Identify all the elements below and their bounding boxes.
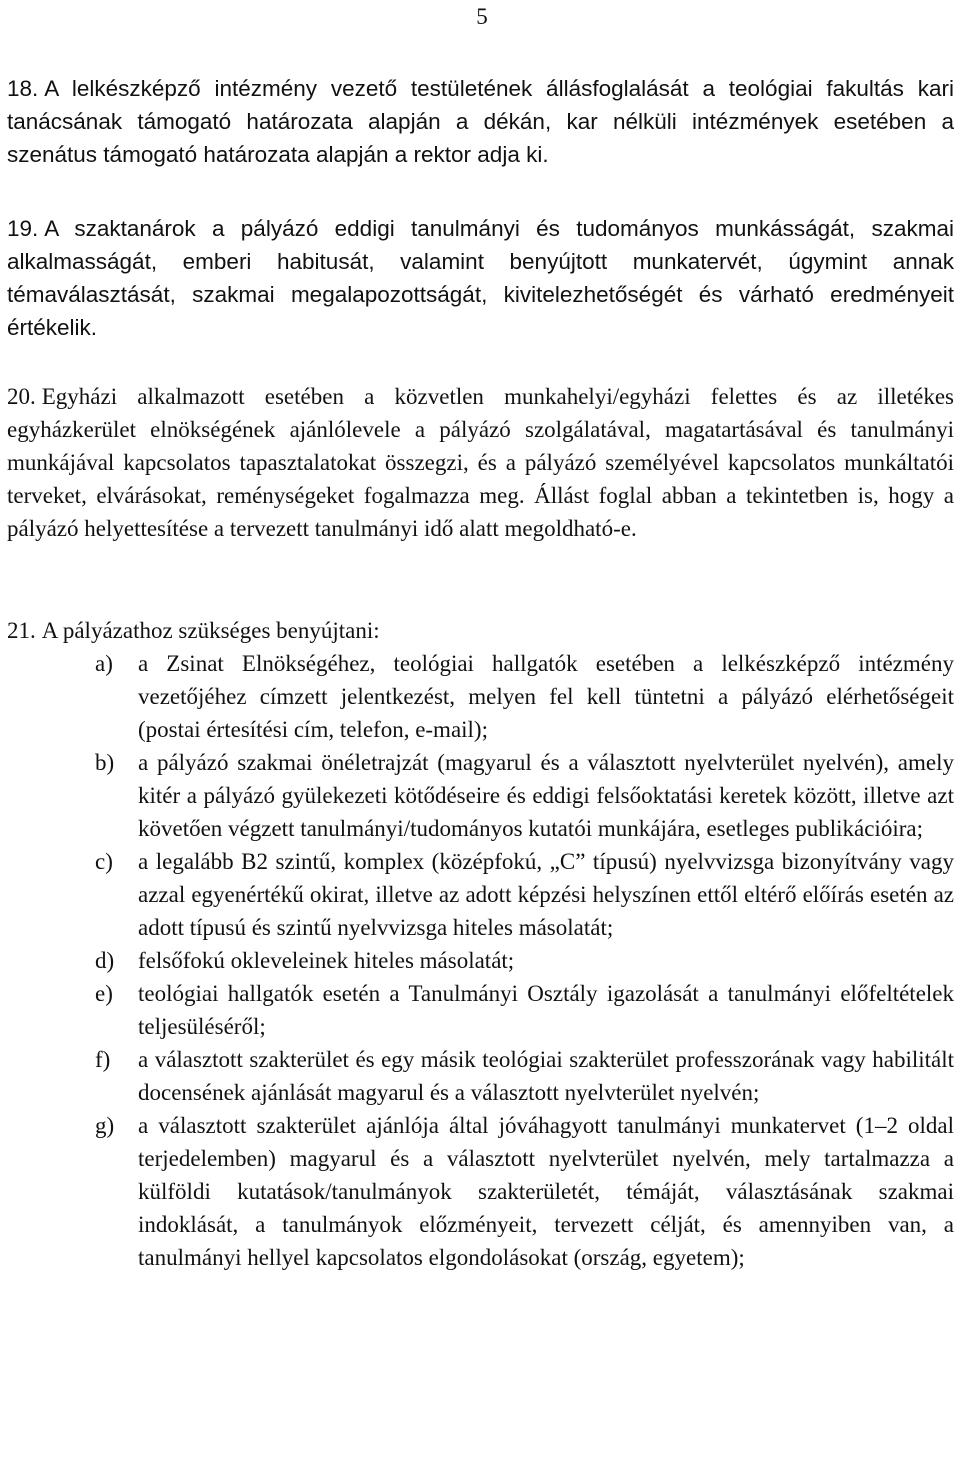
list-item — [7, 977, 954, 1043]
paragraph-21-intro — [7, 614, 954, 647]
list-item-text: a pályázó szakmai önéletrajzát (magyarul és a választott nyelvterület nyelvén), amely kitér a pályázó gyülekezeti kötődéseire és eddigi felsőoktatási keretek között, illetve azt követően végzett tanulmányi/tudományos kutatói munkájára, esetleges publikációira; — [138, 750, 954, 841]
list-item — [7, 944, 954, 977]
paragraph-text: A pályázathoz szükséges benyújtani: — [41, 618, 380, 643]
list-marker: d) — [95, 948, 115, 973]
page-number: 5 — [476, 4, 488, 29]
list-item-text: a Zsinat Elnökségéhez, teológiai hallgatók esetében a lelkészképző intézmény vezetőjéhez címzett jelentkezést, melyen fel kell tüntetni a pályázó elérhetőségeit (postai értesítési cím, telefon, e-mail); — [138, 651, 954, 742]
list-item-text: a választott szakterület és egy másik teológiai szakterület professzorának vagy habilitált docensének ajánlását magyarul és a választott nyelvterület nyelvén; — [138, 1047, 954, 1105]
list-marker: f) — [95, 1047, 111, 1072]
paragraph-number: 19. — [7, 216, 39, 241]
paragraph-number: 18. — [7, 76, 39, 101]
paragraph-number: 21. — [7, 618, 36, 643]
list-item-text: felsőfokú okleveleinek hiteles másolatát; — [138, 948, 515, 973]
list-item — [7, 1109, 954, 1274]
paragraph-21 — [7, 614, 954, 1274]
list-item — [7, 1043, 954, 1109]
list-item-text: a legalább B2 szintű, komplex (középfokú, „C” típusú) nyelvvizsga bizonyítvány vagy azzal egyenértékű okirat, illetve az adott képzési helyszínen ettől eltérő előírás esetén az adott típusú és szintű nyelvvizsga hiteles másolatát; — [138, 849, 954, 940]
paragraph-text: A lelkészképző intézmény vezető testületének állásfoglalását a teológiai fakultás kari tanácsának támogató határozata alapján a dékán, kar nélküli intézmények esetében a szenátus támogató határozata alapján a rektor adja ki. — [7, 76, 954, 167]
list-item — [7, 647, 954, 746]
list-marker: a) — [95, 651, 113, 676]
list-marker: c) — [95, 849, 113, 874]
list-marker: e) — [95, 981, 113, 1006]
list-marker: g) — [95, 1113, 115, 1138]
paragraph-20 — [7, 380, 954, 545]
paragraph-19 — [7, 212, 954, 344]
paragraph-text: Egyházi alkalmazott esetében a közvetlen munkahelyi/egyházi felettes és az illetékes egyházkerület elnökségének ajánlólevele a pályázó szolgálatával, magatartásával és tanulmányi munkájával kapcsolatos tapasztalatokat összegzi, és a pályázó személyével kapcsolatos munkáltatói terveket, elvárásokat, reménységeket fogalmazza meg. Állást foglal abban a tekintetben is, hogy a pályázó helyettesítése a tervezett tanulmányi idő alatt megoldható-e. — [7, 384, 954, 541]
paragraph-number: 20. — [7, 384, 36, 409]
list-item-text: teológiai hallgatók esetén a Tanulmányi Osztály igazolását a tanulmányi előfeltételek teljesüléséről; — [138, 981, 954, 1039]
list-marker: b) — [95, 750, 115, 775]
list-item-text: a választott szakterület ajánlója által jóváhagyott tanulmányi munkatervet (1–2 oldal terjedelemben) magyarul és a választott nyelvterület nyelvén, mely tartalmazza a külföldi kutatások/tanulmányok szakterületét, témáját, választásának szakmai indoklását, a tanulmányok előzményeit, tervezett célját, és amennyiben van, a tanulmányi hellyel kapcsolatos elgondolásokat (ország, egyetem); — [138, 1113, 954, 1270]
paragraph-18 — [7, 72, 954, 171]
list-item — [7, 845, 954, 944]
list-item — [7, 746, 954, 845]
paragraph-text: A szaktanárok a pályázó eddigi tanulmányi és tudományos munkásságát, szakmai alkalmasságát, emberi habitusát, valamint benyújtott munkatervét, úgymint annak témaválasztását, szakmai megalapozottságát, kivitelezhetőségét és várható eredményeit értékelik. — [7, 216, 954, 340]
requirements-list — [7, 647, 954, 1274]
